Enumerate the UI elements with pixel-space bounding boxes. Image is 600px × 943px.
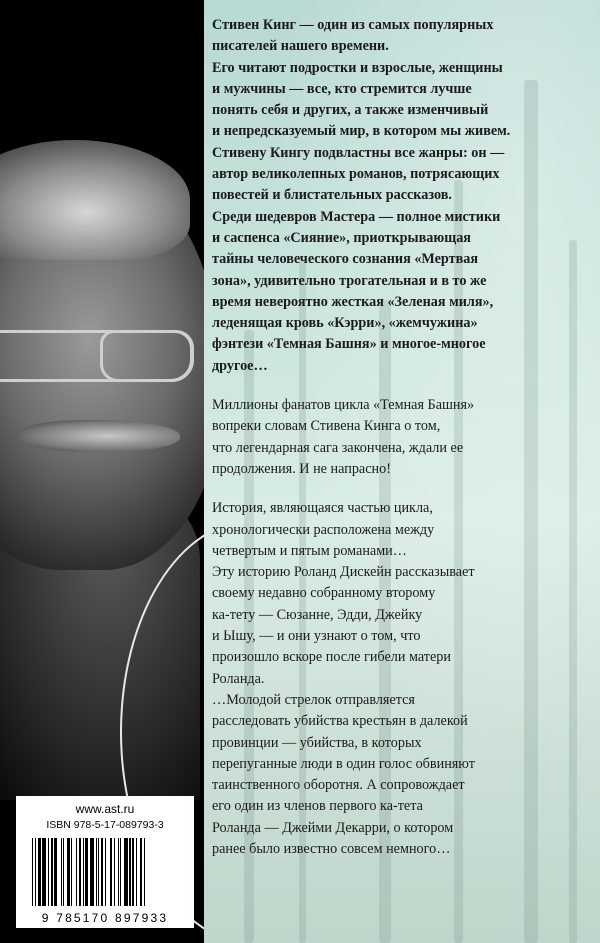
blurb-line: писателей нашего времени. bbox=[212, 38, 389, 55]
blurb-line: время невероятно жесткая «Зеленая миля», bbox=[212, 293, 494, 310]
blurb-line: фэнтези «Темная Башня» и многое-многое bbox=[212, 336, 486, 353]
blurb-line: Эту историю Роланд Дискейн рассказывает bbox=[212, 564, 475, 581]
blurb-line: Его читают подростки и взрослые, женщины bbox=[212, 59, 503, 76]
blurb-line: Роланда. bbox=[212, 670, 265, 687]
barcode bbox=[32, 838, 192, 906]
blurb-line: своему недавно собранному второму bbox=[212, 585, 436, 602]
blurb-line: понять себя и других, а также изменчивый bbox=[212, 102, 489, 119]
blurb-line: другое… bbox=[212, 357, 268, 374]
blurb-line: таинственного оборотня. А сопровождает bbox=[212, 777, 465, 794]
author-photo-glasses-right bbox=[100, 330, 194, 382]
blurb-line: Среди шедевров Мастера — полное мистики bbox=[212, 208, 501, 225]
blurb-line: …Молодой стрелок отправляется bbox=[212, 691, 415, 708]
blurb-line: продолжения. И не напрасно! bbox=[212, 460, 391, 477]
blurb-line: расследовать убийства крестьян в далекой bbox=[212, 713, 468, 730]
blurb-fans-paragraph bbox=[212, 395, 592, 480]
barcode-bar bbox=[145, 838, 146, 906]
blurb-line: перепуганные люди в один голос обвиняют bbox=[212, 755, 475, 772]
isbn-barcode-box bbox=[16, 796, 194, 928]
blurb-intro-paragraph bbox=[212, 15, 592, 377]
blurb-line: Миллионы фанатов цикла «Темная Башня» bbox=[212, 397, 475, 414]
blurb-line: произошло вскоре после гибели матери bbox=[212, 649, 451, 666]
blurb-line: зона», удивительно трогательная и в то же bbox=[212, 272, 487, 289]
blurb-line: что легендарная сага закончена, ждали ее bbox=[212, 439, 464, 456]
ean-digits: 9 785170 897933 bbox=[41, 911, 169, 925]
blurb-line: История, являющаяся частью цикла, bbox=[212, 500, 433, 517]
blurb-line: и непредсказуемый мир, в котором мы живем. bbox=[212, 123, 511, 140]
author-photo-hair bbox=[0, 140, 190, 260]
publisher-website: www.ast.ru bbox=[75, 802, 135, 816]
blurb-line: его один из членов первого ка-тета bbox=[212, 798, 423, 815]
back-cover-text-panel bbox=[204, 0, 600, 943]
blurb-line: провинции — убийства, в которых bbox=[212, 734, 422, 751]
blurb-line: и саспенса «Сияние», приоткрывающая bbox=[212, 229, 471, 246]
blurb-line: повестей и блистательных рассказов. bbox=[212, 187, 452, 204]
blurb-line: Стивену Кингу подвластны все жанры: он — bbox=[212, 144, 505, 161]
isbn-number: ISBN 978-5-17-089793-3 bbox=[46, 819, 164, 831]
author-photo-mustache bbox=[20, 420, 180, 452]
blurb bbox=[212, 15, 592, 860]
blurb-line: Стивен Кинг — один из самых популярных bbox=[212, 17, 494, 33]
blurb-story-paragraph bbox=[212, 498, 592, 860]
blurb-line: вопреки словам Стивена Кинга о том, bbox=[212, 418, 441, 435]
blurb-line: хронологически расположена между bbox=[212, 521, 435, 538]
blurb-line: тайны человеческого сознания «Мертвая bbox=[212, 251, 479, 268]
blurb-line: автор великолепных романов, потрясающих bbox=[212, 166, 500, 183]
blurb-line: и Ышу, — и они узнают о том, что bbox=[212, 628, 421, 645]
blurb-line: ка-тету — Сюзанне, Эдди, Джейку bbox=[212, 606, 423, 623]
blurb-line: леденящая кровь «Кэрри», «жемчужина» bbox=[212, 315, 478, 332]
blurb-line: и мужчины — все, кто стремится лучше bbox=[212, 80, 472, 97]
blurb-line: четвертым и пятым романами… bbox=[212, 542, 407, 559]
blurb-line: Роланда — Джейми Декарри, о котором bbox=[212, 819, 454, 836]
blurb-line: ранее было известно совсем немного… bbox=[212, 840, 451, 857]
